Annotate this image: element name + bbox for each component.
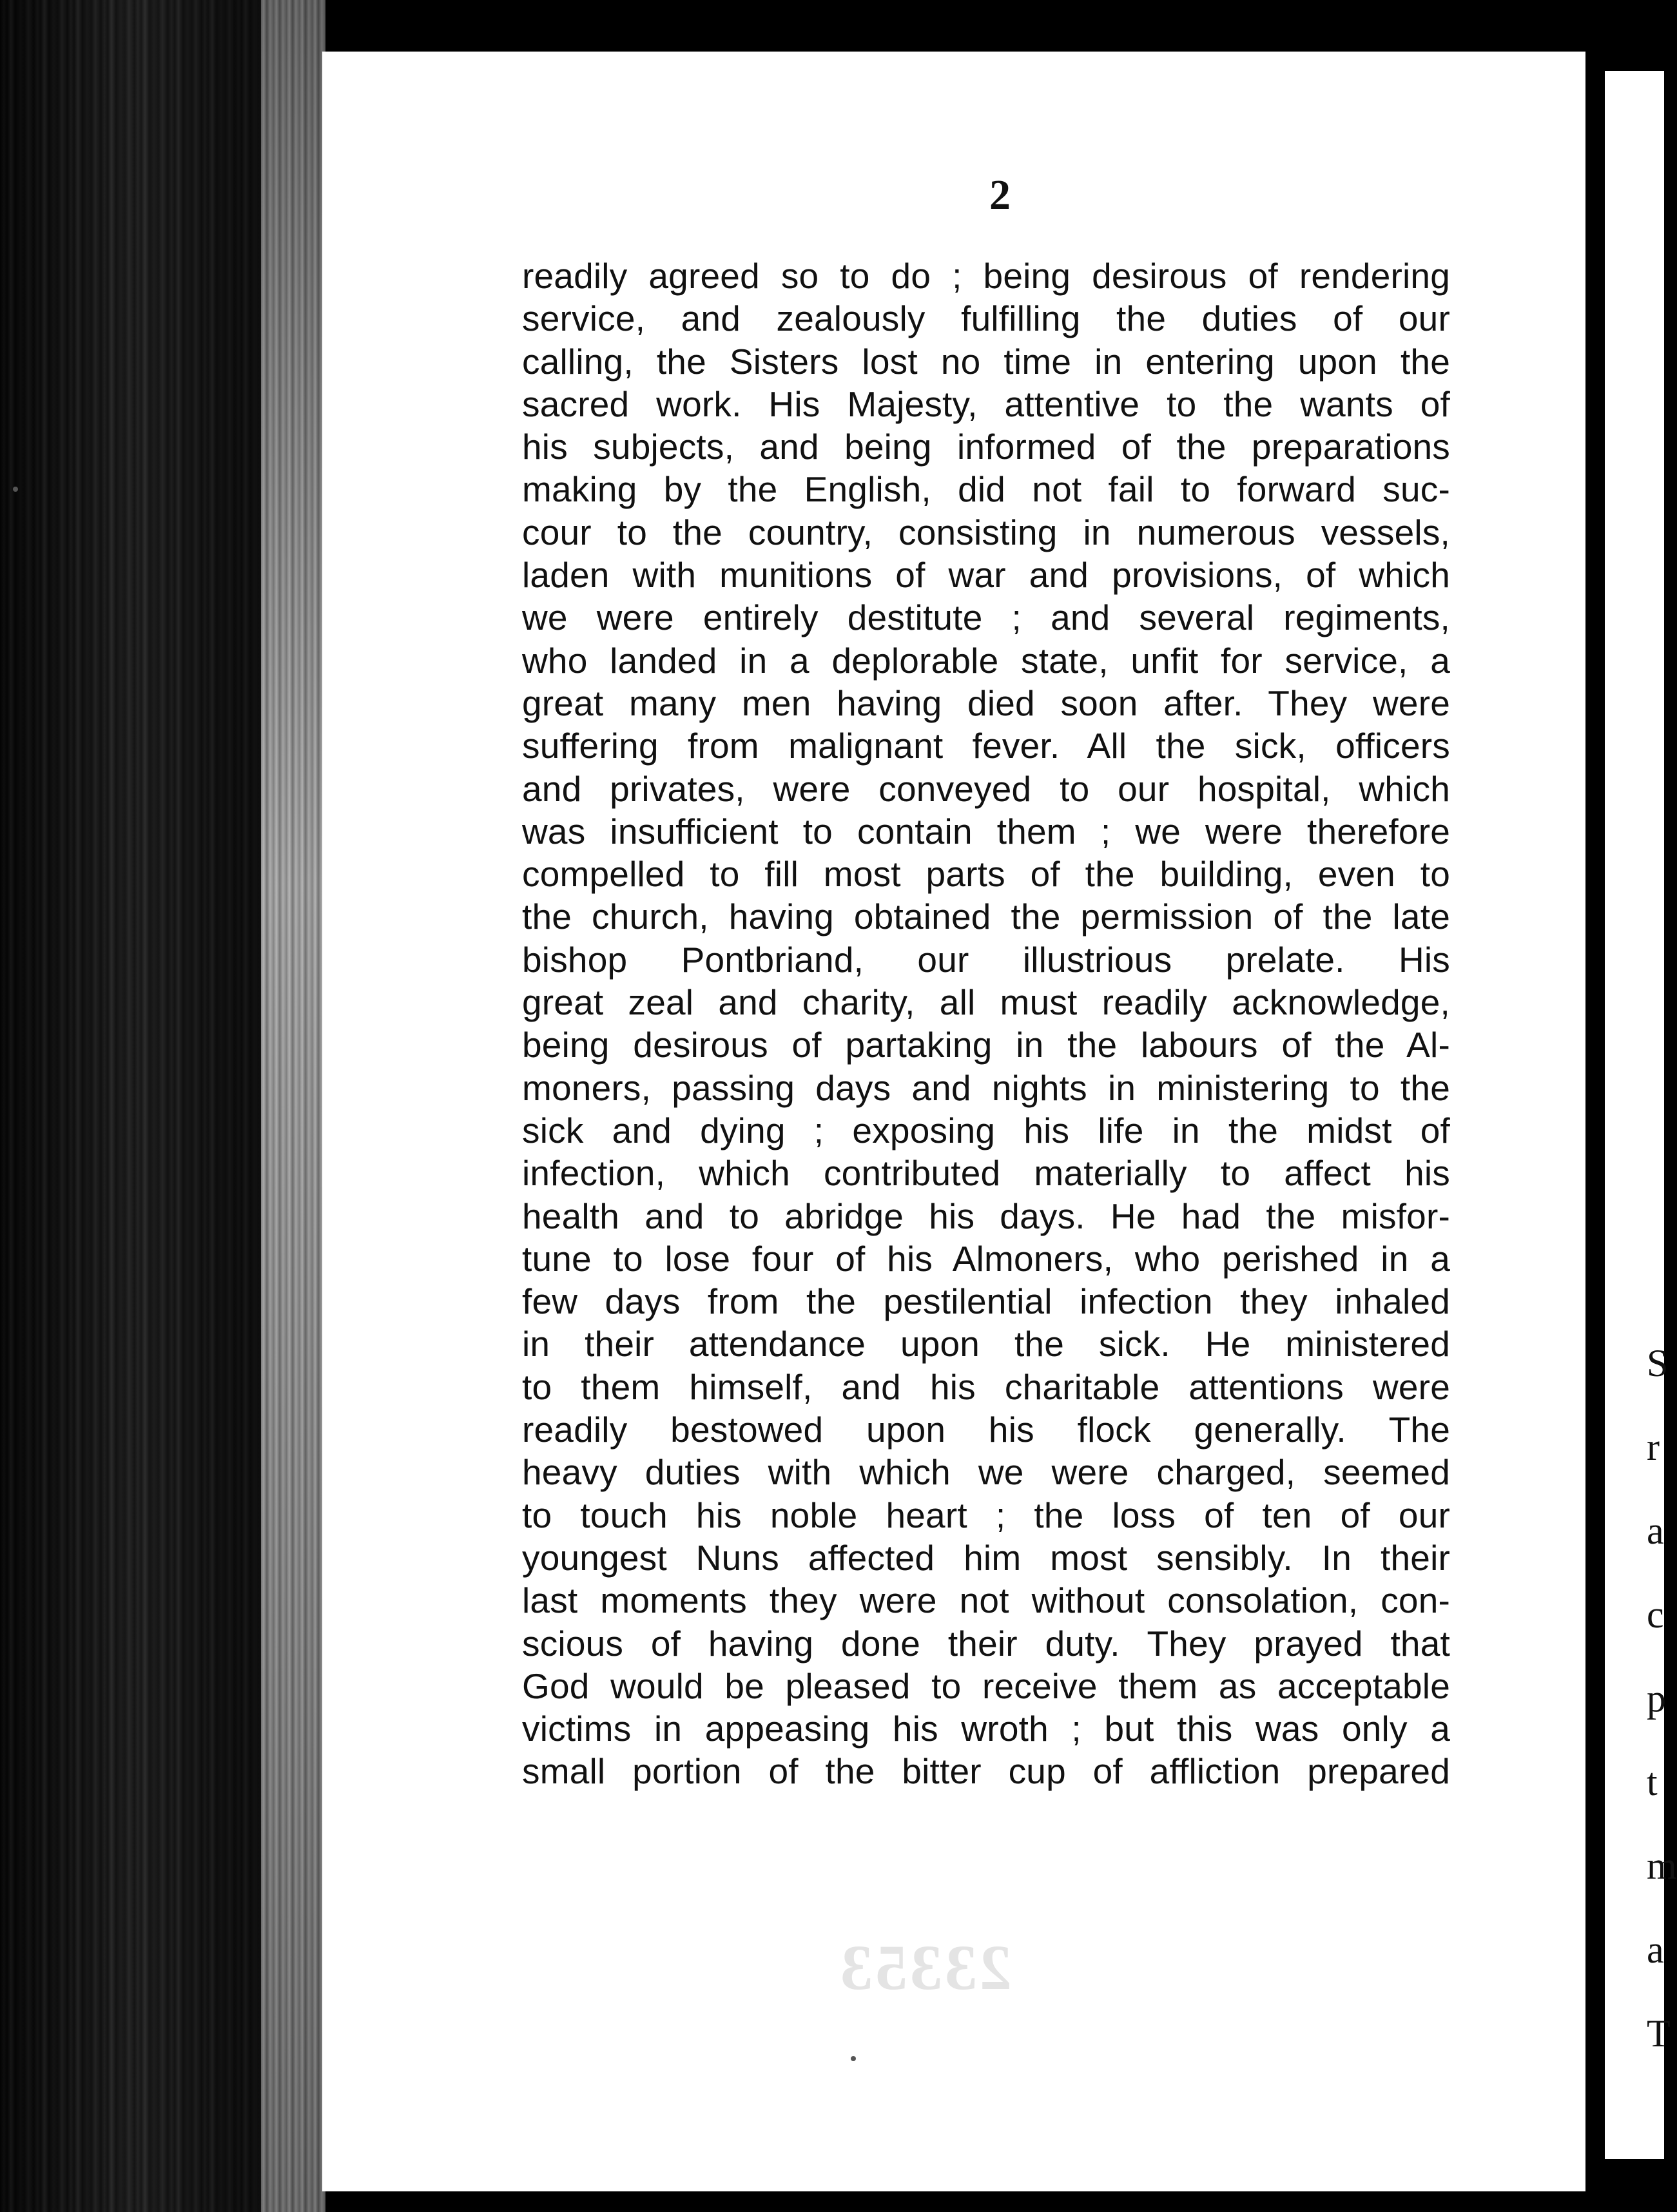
text-line: scious of having done their duty. They prayed that	[522, 1623, 1450, 1664]
text-line: being desirous of partaking in the labours of the Al-	[522, 1025, 1450, 1065]
text-line: bishop Pontbriand, our illustrious prelate. His	[522, 939, 1450, 980]
text-line: few days from the pestilential infection they inhaled	[522, 1281, 1450, 1322]
text-line: sick and dying ; exposing his life in the midst of	[522, 1110, 1450, 1150]
text-line: youngest Nuns affected him most sensibly. In their	[522, 1537, 1450, 1578]
bleed-through-stamp: 23353	[838, 1932, 1012, 2003]
text-line: was insufficient to contain them ; we were therefore	[522, 811, 1450, 851]
text-line: tune to lose four of his Almoners, who perished in a	[522, 1238, 1450, 1279]
adjacent-letter: t	[1647, 1761, 1658, 1803]
page-number: 2	[989, 171, 1011, 218]
body-text	[522, 255, 1450, 1793]
text-line: and privates, were conveyed to our hospital, which	[522, 768, 1450, 809]
text-line: compelled to fill most parts of the building, even to	[522, 854, 1450, 895]
adjacent-letter: p	[1647, 1677, 1666, 1720]
adjacent-letter: r	[1647, 1426, 1660, 1468]
page-stack-edge	[261, 0, 325, 2212]
text-line: to them himself, and his charitable attentions were	[522, 1366, 1450, 1407]
text-line: great zeal and charity, all must readily acknowledge,	[522, 982, 1450, 1023]
text-line: readily agreed so to do ; being desirous of rendering	[522, 256, 1450, 296]
text-line: readily bestowed upon his flock generally. The	[522, 1410, 1450, 1450]
page-speck	[851, 2056, 856, 2061]
text-line: cour to the country, consisting in numerous vessels,	[522, 512, 1450, 552]
text-line: suffering from malignant fever. All the sick, officers	[522, 726, 1450, 766]
text-line: laden with munitions of war and provisions, of which	[522, 555, 1450, 596]
text-line: health and to abridge his days. He had the misfor-	[522, 1196, 1450, 1236]
text-line: sacred work. His Majesty, attentive to the wants of	[522, 383, 1450, 424]
book-binding-edge	[0, 0, 303, 2212]
page-speck	[13, 487, 18, 492]
text-line: the church, having obtained the permission of the late	[522, 897, 1450, 937]
text-line: infection, which contributed materially to affect his	[522, 1153, 1450, 1194]
text-line: his subjects, and being informed of the preparations	[522, 427, 1450, 467]
adjacent-letter: T	[1647, 2012, 1671, 2055]
text-line: great many men having died soon after. They were	[522, 683, 1450, 723]
text-line: making by the English, did not fail to forward suc-	[522, 469, 1450, 510]
text-line: moners, passing days and nights in ministering to the	[522, 1067, 1450, 1108]
text-line: we were entirely destitute ; and several regiments,	[522, 597, 1450, 638]
text-line: small portion of the bitter cup of affliction prepared	[522, 1751, 1450, 1792]
adjacent-letter: m	[1647, 1845, 1677, 1887]
text-line: heavy duties with which we were charged, seemed	[522, 1452, 1450, 1493]
adjacent-letter: c	[1647, 1593, 1664, 1636]
text-line: in their attendance upon the sick. He ministered	[522, 1324, 1450, 1364]
text-line: to touch his noble heart ; the loss of ten of our	[522, 1495, 1450, 1535]
text-line: God would be pleased to receive them as acceptable	[522, 1665, 1450, 1706]
text-line: calling, the Sisters lost no time in entering upon the	[522, 341, 1450, 382]
adjacent-letter: S	[1647, 1342, 1669, 1384]
text-line: victims in appeasing his wroth ; but this was only a	[522, 1709, 1450, 1749]
adjacent-letter: a	[1647, 1509, 1664, 1552]
text-line: service, and zealously fulfilling the duties of our	[522, 298, 1450, 339]
adjacent-page-letters	[1647, 1321, 1677, 2075]
text-line: who landed in a deplorable state, unfit for service, a	[522, 640, 1450, 681]
text-line: last moments they were not without consolation, con-	[522, 1580, 1450, 1621]
adjacent-letter: a	[1647, 1928, 1664, 1971]
